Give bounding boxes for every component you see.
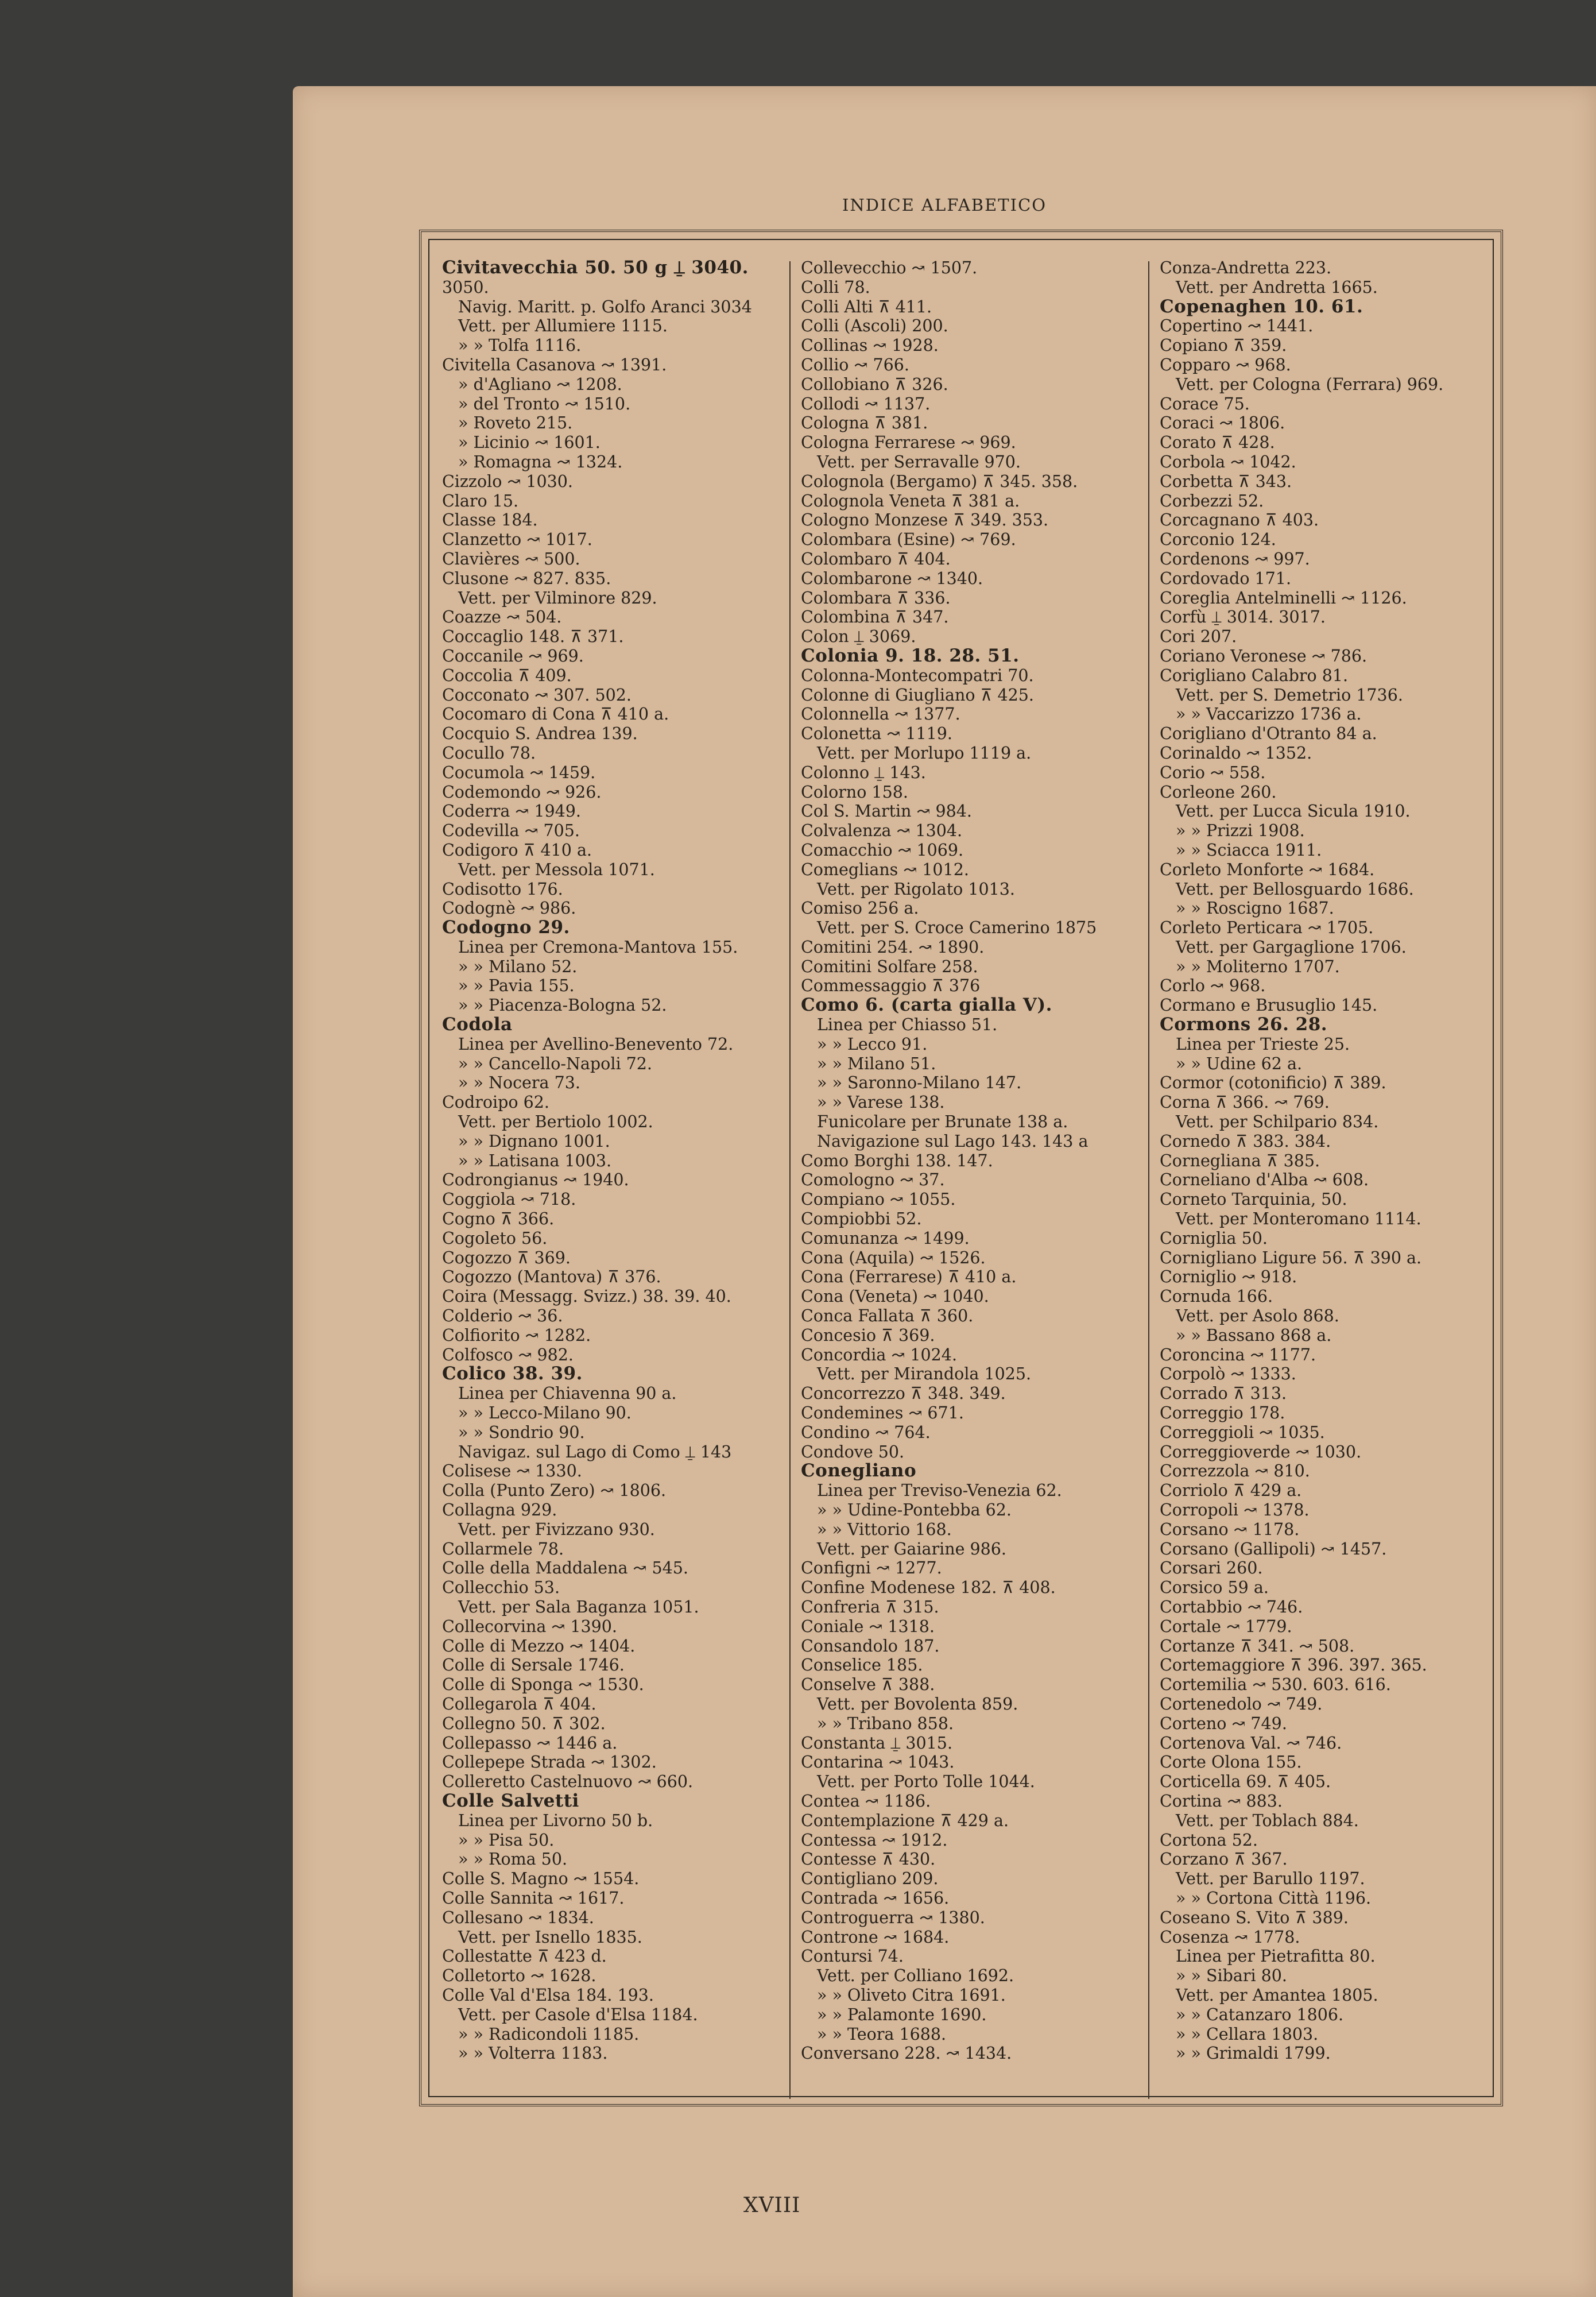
index-entry: » » Tolfa 1116. <box>458 336 582 355</box>
index-entry: Corace 75. <box>1160 394 1250 413</box>
index-entry: Navig. Maritt. p. Golfo Aranci 3034 <box>458 297 752 316</box>
index-entry: Colonetta ↝ 1119. <box>801 724 952 744</box>
index-entry: Corato ⊼ 428. <box>1160 433 1275 453</box>
index-entry: » d'Agliano ↝ 1208. <box>458 374 622 394</box>
index-entry: Cortemaggiore ⊼ 396. 397. 365. <box>1160 1656 1427 1675</box>
index-entry: Colle S. Magno ↝ 1554. <box>442 1869 640 1889</box>
index-entry: Colletorto ↝ 1628. <box>442 1966 596 1986</box>
index-entry: Colombara (Esine) ↝ 769. <box>801 530 1016 550</box>
index-entry: Collecchio 53. <box>442 1578 560 1598</box>
index-entry: Corropoli ↝ 1378. <box>1160 1501 1310 1519</box>
index-entry: » » Teora 1688. <box>817 2024 947 2044</box>
index-entry: Cona (Veneta) ↝ 1040. <box>801 1287 989 1306</box>
index-entry: Cogoleto 56. <box>442 1228 548 1248</box>
index-entry: Controne ↝ 1684. <box>801 1927 950 1947</box>
index-entry: Copparo ↝ 968. <box>1160 355 1291 374</box>
index-entry: Collio ↝ 766. <box>801 355 909 374</box>
index-entry: Collestatte ⊼ 423 d. <box>442 1947 607 1966</box>
index-entry: » » Nocera 73. <box>458 1073 580 1093</box>
index-entry: Cologna ⊼ 381. <box>801 413 928 433</box>
index-entry: Cornuda 166. <box>1160 1287 1273 1306</box>
index-entry: Collecorvina ↝ 1390. <box>442 1617 617 1636</box>
index-entry: Colombaro ⊼ 404. <box>801 549 951 569</box>
index-entry: Contessa ↝ 1912. <box>801 1830 948 1850</box>
index-entry: Cori 207. <box>1160 627 1237 647</box>
index-entry: » » Sibari 80. <box>1176 1966 1287 1986</box>
index-entry: Contea ↝ 1186. <box>801 1791 931 1811</box>
index-entry: Copertino ↝ 1441. <box>1160 316 1314 336</box>
index-entry: » » Cortona Città 1196. <box>1176 1888 1372 1908</box>
index-entry: » Roveto 215. <box>458 413 573 433</box>
index-entry: » » Prizzi 1908. <box>1176 821 1305 841</box>
index-entry: Cornegliana ⊼ 385. <box>1160 1151 1320 1170</box>
index-entry: Contrada ↝ 1656. <box>801 1888 950 1908</box>
index-entry: Linea per Livorno 50 b. <box>458 1811 653 1830</box>
index-entry: Contemplazione ⊼ 429 a. <box>801 1811 1009 1830</box>
index-entry: Comiso 256 a. <box>801 899 919 918</box>
index-entry: Collesano ↝ 1834. <box>442 1908 594 1927</box>
index-entry: Cona (Aquila) ↝ 1526. <box>801 1248 986 1267</box>
index-entry: » » Pisa 50. <box>458 1830 555 1850</box>
index-entry: Vett. per Schilpario 834. <box>1176 1112 1379 1132</box>
index-entry: Copenaghen 10. 61. <box>1160 296 1363 317</box>
index-entry: » » Palamonte 1690. <box>817 2005 987 2024</box>
index-entry: Cornigliano Ligure 56. ⊼ 390 a. <box>1160 1248 1422 1267</box>
index-entry: Cortenedolo ↝ 749. <box>1160 1694 1323 1714</box>
index-entry: Conegliano <box>801 1460 917 1482</box>
index-entry: Cormano e Brusuglio 145. <box>1160 996 1378 1015</box>
page-title: INDICE ALFABETICO <box>842 195 1047 215</box>
index-entry: Collobiano ⊼ 326. <box>801 374 948 394</box>
index-entry: Comologno ↝ 37. <box>801 1170 945 1190</box>
index-entry: Codogno 29. <box>442 917 570 938</box>
index-entry: Colle Sannita ↝ 1617. <box>442 1888 625 1908</box>
index-entry: Condemines ↝ 671. <box>801 1403 964 1423</box>
index-entry: Coniale ↝ 1318. <box>801 1617 935 1636</box>
index-entry: Linea per Chiavenna 90 a. <box>458 1384 677 1403</box>
index-entry: » » Saronno-Milano 147. <box>817 1073 1022 1093</box>
index-entry: Cortabbio ↝ 746. <box>1160 1597 1303 1617</box>
index-entry: Civitella Casanova ↝ 1391. <box>442 355 667 374</box>
index-entry: Linea per Pietrafitta 80. <box>1176 1947 1376 1966</box>
index-entry: Corna ⊼ 366. ↝ 769. <box>1160 1093 1330 1112</box>
index-entry: Clavières ↝ 500. <box>442 549 580 569</box>
index-entry: Consandolo 187. <box>801 1636 940 1656</box>
index-entry: Comacchio ↝ 1069. <box>801 840 964 860</box>
index-entry: Comeglians ↝ 1012. <box>801 860 969 879</box>
index-entry: Coseano S. Vito ⊼ 389. <box>1160 1908 1349 1927</box>
index-entry: Cortona 52. <box>1160 1830 1258 1850</box>
index-entry: Colle di Sponga ↝ 1530. <box>442 1675 644 1695</box>
index-entry: » » Latisana 1003. <box>458 1151 612 1170</box>
index-entry: Colle di Sersale 1746. <box>442 1656 625 1675</box>
index-entry: Corneto Tarquinia, 50. <box>1160 1190 1347 1209</box>
index-entry: Vett. per S. Demetrio 1736. <box>1176 685 1403 705</box>
index-entry: Vett. per Cologna (Ferrara) 969. <box>1176 374 1444 394</box>
index-entry: Comunanza ↝ 1499. <box>801 1228 970 1248</box>
index-entry: Coreglia Antelminelli ↝ 1126. <box>1160 588 1407 608</box>
index-entry: » » Roscigno 1687. <box>1176 899 1334 918</box>
index-entry: Cogozzo ⊼ 369. <box>442 1248 571 1267</box>
index-entry: Vett. per Gargaglione 1706. <box>1176 937 1407 957</box>
index-entry: Vett. per Sala Baganza 1051. <box>458 1597 699 1617</box>
index-entry: Collevecchio ↝ 1507. <box>801 258 978 277</box>
index-entry: Cocomaro di Cona ⊼ 410 a. <box>442 705 669 724</box>
index-entry: Contursi 74. <box>801 1947 904 1966</box>
index-entry: Coira (Messagg. Svizz.) 38. 39. 40. <box>442 1287 731 1306</box>
index-entry: Cormor (cotonificio) ⊼ 389. <box>1160 1073 1386 1093</box>
index-entry: » » Udine 62 a. <box>1176 1054 1303 1073</box>
index-entry: Colle Val d'Elsa 184. 193. <box>442 1985 654 2005</box>
index-entry: Colon ⍊ 3069. <box>801 627 916 647</box>
index-entry: » » Radicondoli 1185. <box>458 2024 640 2044</box>
index-entry: Colombara ⊼ 336. <box>801 588 951 608</box>
index-entry: » » Vaccarizzo 1736 a. <box>1176 705 1362 724</box>
index-entry: Corpolò ↝ 1333. <box>1160 1364 1296 1384</box>
index-entry: Cona (Ferrarese) ⊼ 410 a. <box>801 1267 1017 1287</box>
index-entry: Vett. per Rigolato 1013. <box>817 879 1015 899</box>
index-entry: Funicolare per Brunate 138 a. <box>817 1112 1068 1132</box>
index-entry: » Romagna ↝ 1324. <box>458 452 623 471</box>
index-entry: Civitavecchia 50. 50 g ⍊ 3040. <box>442 257 749 278</box>
index-entry: » » Volterra 1183. <box>458 2044 608 2063</box>
index-entry: Collinas ↝ 1928. <box>801 336 939 355</box>
index-entry: » » Dignano 1001. <box>458 1131 610 1151</box>
index-entry: Concorrezzo ⊼ 348. 349. <box>801 1384 1006 1403</box>
index-entry: Vett. per Amantea 1805. <box>1176 1985 1378 2005</box>
index-entry: » » Lecco-Milano 90. <box>458 1403 632 1423</box>
index-entry: Linea per Treviso-Venezia 62. <box>817 1481 1062 1501</box>
index-entry: Colle di Mezzo ↝ 1404. <box>442 1636 636 1656</box>
index-entry: » » Tribano 858. <box>817 1714 954 1733</box>
index-entry: Vett. per Asolo 868. <box>1176 1306 1339 1326</box>
index-entry: Vett. per Monteromano 1114. <box>1176 1209 1421 1229</box>
page-number: XVIII <box>743 2194 801 2217</box>
index-entry: Cocumola ↝ 1459. <box>442 763 596 782</box>
index-entry: Cologna Ferrarese ↝ 969. <box>801 433 1016 453</box>
index-entry: Colderio ↝ 36. <box>442 1306 563 1326</box>
index-entry: Codola <box>442 1014 513 1035</box>
index-entry: Colvalenza ↝ 1304. <box>801 821 963 841</box>
index-entry: Comitini 254. ↝ 1890. <box>801 937 985 957</box>
index-column-1 <box>442 258 778 2063</box>
index-entry: Collodi ↝ 1137. <box>801 394 931 413</box>
index-entry: Cogozzo (Mantova) ⊼ 376. <box>442 1267 661 1287</box>
index-entry: Compiobbi 52. <box>801 1209 922 1229</box>
index-entry: Collegno 50. ⊼ 302. <box>442 1714 606 1733</box>
index-entry: Controguerra ↝ 1380. <box>801 1908 985 1927</box>
index-entry: Correggioli ↝ 1035. <box>1160 1422 1325 1442</box>
index-entry: » » Vittorio 168. <box>817 1519 952 1539</box>
index-entry: Condino ↝ 764. <box>801 1422 931 1442</box>
index-entry: Cocullo 78. <box>442 743 536 763</box>
index-entry: Colico 38. 39. <box>442 1363 583 1385</box>
index-entry: Corsano (Gallipoli) ↝ 1457. <box>1160 1539 1387 1559</box>
index-entry: Vett. per Lucca Sicula 1910. <box>1176 802 1411 821</box>
index-entry: Colli Alti ⊼ 411. <box>801 297 932 316</box>
index-entry: Cocquio S. Andrea 139. <box>442 724 638 744</box>
index-entry: Vett. per Isnello 1835. <box>458 1927 642 1947</box>
index-entry: Constanta ⍊ 3015. <box>801 1733 952 1753</box>
index-entry: Colle Salvetti <box>442 1790 579 1811</box>
index-entry: » » Piacenza-Bologna 52. <box>458 996 667 1015</box>
index-entry: Corsico 59 a. <box>1160 1578 1269 1598</box>
index-entry: Compiano ↝ 1055. <box>801 1190 956 1209</box>
column-divider <box>789 261 791 2099</box>
index-entry: Corfù ⍊ 3014. 3017. <box>1160 608 1326 627</box>
index-entry: Navigaz. sul Lago di Como ⍊ 143 <box>458 1442 732 1461</box>
index-entry: Colle della Maddalena ↝ 545. <box>442 1559 688 1578</box>
index-entry: » » Udine-Pontebba 62. <box>817 1501 1012 1519</box>
index-entry: » » Pavia 155. <box>458 976 575 996</box>
index-entry: Collegarola ⊼ 404. <box>442 1694 596 1714</box>
index-entry: Cortenova Val. ↝ 746. <box>1160 1733 1342 1753</box>
index-entry: Colonia 9. 18. 28. 51. <box>801 645 1020 666</box>
index-entry: Conca Fallata ⊼ 360. <box>801 1306 974 1326</box>
index-entry: Conselve ⊼ 388. <box>801 1675 935 1695</box>
index-entry: Cortale ↝ 1779. <box>1160 1617 1292 1636</box>
index-entry: » » Cellara 1803. <box>1176 2024 1319 2044</box>
index-entry: » » Roma 50. <box>458 1850 568 1869</box>
index-entry: Conza-Andretta 223. <box>1160 258 1332 277</box>
index-entry: Vett. per Fivizzano 930. <box>458 1519 655 1539</box>
index-entry: Vett. per Barullo 1197. <box>1176 1869 1365 1889</box>
index-entry: Colla (Punto Zero) ↝ 1806. <box>442 1481 667 1501</box>
index-entry: Corio ↝ 558. <box>1160 763 1266 782</box>
index-entry: Copiano ⊼ 359. <box>1160 336 1287 355</box>
index-entry: Contesse ⊼ 430. <box>801 1850 936 1869</box>
index-entry: Claro 15. <box>442 491 519 511</box>
index-entry: Codroipo 62. <box>442 1093 549 1112</box>
index-entry: Coccolia ⊼ 409. <box>442 666 572 685</box>
index-entry: Corte Olona 155. <box>1160 1753 1302 1772</box>
index-column-2 <box>801 258 1140 2063</box>
index-entry: Cordovado 171. <box>1160 569 1292 588</box>
index-entry: 3050. <box>442 277 489 297</box>
index-entry: Codevilla ↝ 705. <box>442 821 580 841</box>
index-entry: Vett. per Toblach 884. <box>1176 1811 1359 1830</box>
index-entry: Vett. per Porto Tolle 1044. <box>817 1772 1035 1792</box>
index-entry: Corniglia 50. <box>1160 1228 1268 1248</box>
index-entry: Vett. per S. Croce Camerino 1875 <box>817 918 1097 938</box>
index-entry: » Licinio ↝ 1601. <box>458 433 601 453</box>
index-entry: Coccaglio 148. ⊼ 371. <box>442 627 624 647</box>
index-entry: Correggio 178. <box>1160 1403 1285 1423</box>
index-entry: Correggioverde ↝ 1030. <box>1160 1442 1362 1461</box>
index-entry: Colfosco ↝ 982. <box>442 1345 574 1364</box>
index-entry: Corleto Monforte ↝ 1684. <box>1160 860 1375 879</box>
index-entry: Corinaldo ↝ 1352. <box>1160 743 1312 763</box>
index-entry: » del Tronto ↝ 1510. <box>458 394 631 413</box>
index-entry: Corbezzi 52. <box>1160 491 1264 511</box>
index-entry: Coazze ↝ 504. <box>442 608 562 627</box>
index-entry: Colonne di Giugliano ⊼ 425. <box>801 685 1034 705</box>
index-entry: Linea per Avellino-Benevento 72. <box>458 1034 734 1054</box>
index-entry: Concesio ⊼ 369. <box>801 1325 935 1345</box>
index-entry: Classe 184. <box>442 511 538 530</box>
index-entry: Cortina ↝ 883. <box>1160 1791 1283 1811</box>
index-entry: Vett. per Bovolenta 859. <box>817 1694 1018 1714</box>
index-entry: Cortanze ⊼ 341. ↝ 508. <box>1160 1636 1355 1656</box>
index-entry: » » Lecco 91. <box>817 1034 928 1054</box>
index-entry: Vett. per Gaiarine 986. <box>817 1539 1006 1559</box>
index-entry: Colorno 158. <box>801 782 908 802</box>
index-entry: Configni ↝ 1277. <box>801 1559 942 1578</box>
index-entry: Vett. per Bertiolo 1002. <box>458 1112 653 1132</box>
index-entry: » » Milano 52. <box>458 957 578 976</box>
index-entry: Codognè ↝ 986. <box>442 899 576 918</box>
index-entry: Corigliano d'Otranto 84 a. <box>1160 724 1377 744</box>
index-entry: Corbola ↝ 1042. <box>1160 452 1296 471</box>
index-entry: Colonnella ↝ 1377. <box>801 705 960 724</box>
index-entry: Colognola Veneta ⊼ 381 a. <box>801 491 1020 511</box>
index-entry: Corigliano Calabro 81. <box>1160 666 1349 685</box>
index-entry: Corconio 124. <box>1160 530 1276 550</box>
index-entry: Corleto Perticara ↝ 1705. <box>1160 918 1374 938</box>
index-entry: Contigliano 209. <box>801 1869 939 1889</box>
index-entry: Vett. per Morlupo 1119 a. <box>817 743 1032 763</box>
index-entry: Confine Modenese 182. ⊼ 408. <box>801 1578 1056 1598</box>
index-entry: Coggiola ↝ 718. <box>442 1190 576 1209</box>
index-entry: Cormons 26. 28. <box>1160 1014 1328 1035</box>
index-entry: Vett. per Mirandola 1025. <box>817 1364 1032 1384</box>
column-divider <box>1148 261 1149 2099</box>
index-entry: Como 6. (carta gialla V). <box>801 995 1052 1016</box>
index-entry: Corrado ⊼ 313. <box>1160 1384 1287 1403</box>
index-entry: Cizzolo ↝ 1030. <box>442 471 573 491</box>
index-entry: Linea per Cremona-Mantova 155. <box>458 937 738 957</box>
index-entry: Colombarone ↝ 1340. <box>801 569 983 588</box>
index-entry: Coroncina ↝ 1177. <box>1160 1345 1316 1364</box>
index-entry: Clusone ↝ 827. 835. <box>442 569 611 588</box>
index-entry: Corriolo ⊼ 429 a. <box>1160 1481 1302 1501</box>
index-entry: Vett. per Casole d'Elsa 1184. <box>458 2005 698 2024</box>
index-entry: Colisese ↝ 1330. <box>442 1461 582 1481</box>
index-entry: Colleretto Castelnuovo ↝ 660. <box>442 1772 694 1792</box>
index-entry: Colonno ⍊ 143. <box>801 763 926 782</box>
index-entry: Vett. per Andretta 1665. <box>1176 277 1378 297</box>
index-entry: » » Varese 138. <box>817 1093 945 1112</box>
index-entry: Commessaggio ⊼ 376 <box>801 976 981 996</box>
index-entry: » » Cancello-Napoli 72. <box>458 1054 652 1073</box>
index-entry: Corsari 260. <box>1160 1559 1263 1578</box>
index-entry: Navigazione sul Lago 143. 143 a <box>817 1131 1088 1151</box>
index-entry: Corzano ⊼ 367. <box>1160 1850 1288 1869</box>
index-entry: » » Grimaldi 1799. <box>1176 2044 1331 2063</box>
index-entry: Collarmele 78. <box>442 1539 564 1559</box>
index-entry: Corteno ↝ 749. <box>1160 1714 1287 1733</box>
index-entry: Colombina ⊼ 347. <box>801 608 949 627</box>
index-entry: Collagna 929. <box>442 1501 557 1519</box>
index-entry: » » Catanzaro 1806. <box>1176 2005 1344 2024</box>
index-entry: Contarina ↝ 1043. <box>801 1753 955 1772</box>
index-entry: » » Sciacca 1911. <box>1176 840 1322 860</box>
index-entry: Colfiorito ↝ 1282. <box>442 1325 591 1345</box>
index-entry: Vett. per Serravalle 970. <box>817 452 1021 471</box>
index-entry: » » Sondrio 90. <box>458 1422 585 1442</box>
index-entry: Corleone 260. <box>1160 782 1277 802</box>
index-entry: Linea per Chiasso 51. <box>817 1015 998 1035</box>
index-entry: Corticella 69. ⊼ 405. <box>1160 1772 1331 1792</box>
index-entry: Clanzetto ↝ 1017. <box>442 530 592 550</box>
index-entry: Colli 78. <box>801 277 870 297</box>
index-entry: Cologno Monzese ⊼ 349. 353. <box>801 511 1049 530</box>
index-entry: Colonna-Montecompatri 70. <box>801 666 1034 685</box>
index-entry: Cogno ⊼ 366. <box>442 1209 555 1229</box>
index-entry: Como Borghi 138. 147. <box>801 1151 993 1170</box>
index-entry: Correzzola ↝ 810. <box>1160 1461 1310 1481</box>
index-entry: Codemondo ↝ 926. <box>442 782 602 802</box>
index-entry: Concordia ↝ 1024. <box>801 1345 958 1364</box>
index-entry: Cornedo ⊼ 383. 384. <box>1160 1131 1331 1151</box>
index-entry: Corneliano d'Alba ↝ 608. <box>1160 1170 1369 1190</box>
index-entry: Vett. per Messola 1071. <box>458 860 655 879</box>
index-entry: Cosenza ↝ 1778. <box>1160 1927 1300 1947</box>
index-entry: Corniglio ↝ 918. <box>1160 1267 1297 1287</box>
index-entry: Condove 50. <box>801 1442 905 1461</box>
index-entry: Coccanile ↝ 969. <box>442 646 584 666</box>
index-entry: Corsano ↝ 1178. <box>1160 1519 1300 1539</box>
index-entry: Cocconato ↝ 307. 502. <box>442 685 632 705</box>
index-entry: Collepepe Strada ↝ 1302. <box>442 1753 657 1772</box>
index-entry: Comitini Solfare 258. <box>801 957 978 976</box>
index-entry: Coderra ↝ 1949. <box>442 802 581 821</box>
index-entry: Cordenons ↝ 997. <box>1160 549 1310 569</box>
index-entry: » » Moliterno 1707. <box>1176 957 1340 976</box>
index-entry: Vett. per Vilminore 829. <box>458 588 657 608</box>
index-entry: Colli (Ascoli) 200. <box>801 316 948 336</box>
index-entry: Corbetta ⊼ 343. <box>1160 471 1292 491</box>
index-entry: Vett. per Bellosguardo 1686. <box>1176 879 1414 899</box>
index-entry: Coraci ↝ 1806. <box>1160 413 1285 433</box>
index-entry: Linea per Trieste 25. <box>1176 1034 1350 1054</box>
index-entry: Corlo ↝ 968. <box>1160 976 1266 996</box>
index-entry: Confreria ⊼ 315. <box>801 1597 939 1617</box>
index-entry: Collepasso ↝ 1446 a. <box>442 1733 618 1753</box>
index-entry: Corcagnano ⊼ 403. <box>1160 511 1319 530</box>
index-entry: » » Oliveto Citra 1691. <box>817 1985 1006 2005</box>
index-entry: » » Bassano 868 a. <box>1176 1325 1332 1345</box>
index-entry: » » Milano 51. <box>817 1054 936 1073</box>
index-entry: Vett. per Colliano 1692. <box>817 1966 1014 1986</box>
index-entry: Coriano Veronese ↝ 786. <box>1160 646 1368 666</box>
index-entry: Conselice 185. <box>801 1656 923 1675</box>
index-entry: Cortemilia ↝ 530. 603. 616. <box>1160 1675 1391 1695</box>
index-column-3 <box>1160 258 1516 2063</box>
index-entry: Col S. Martin ↝ 984. <box>801 802 972 821</box>
index-entry: Codigoro ⊼ 410 a. <box>442 840 592 860</box>
index-entry: Codisotto 176. <box>442 879 563 899</box>
index-entry: Colognola (Bergamo) ⊼ 345. 358. <box>801 471 1078 491</box>
index-entry: Codrongianus ↝ 1940. <box>442 1170 629 1190</box>
index-entry: Vett. per Allumiere 1115. <box>458 316 668 336</box>
index-entry: Conversano 228. ↝ 1434. <box>801 2044 1012 2063</box>
